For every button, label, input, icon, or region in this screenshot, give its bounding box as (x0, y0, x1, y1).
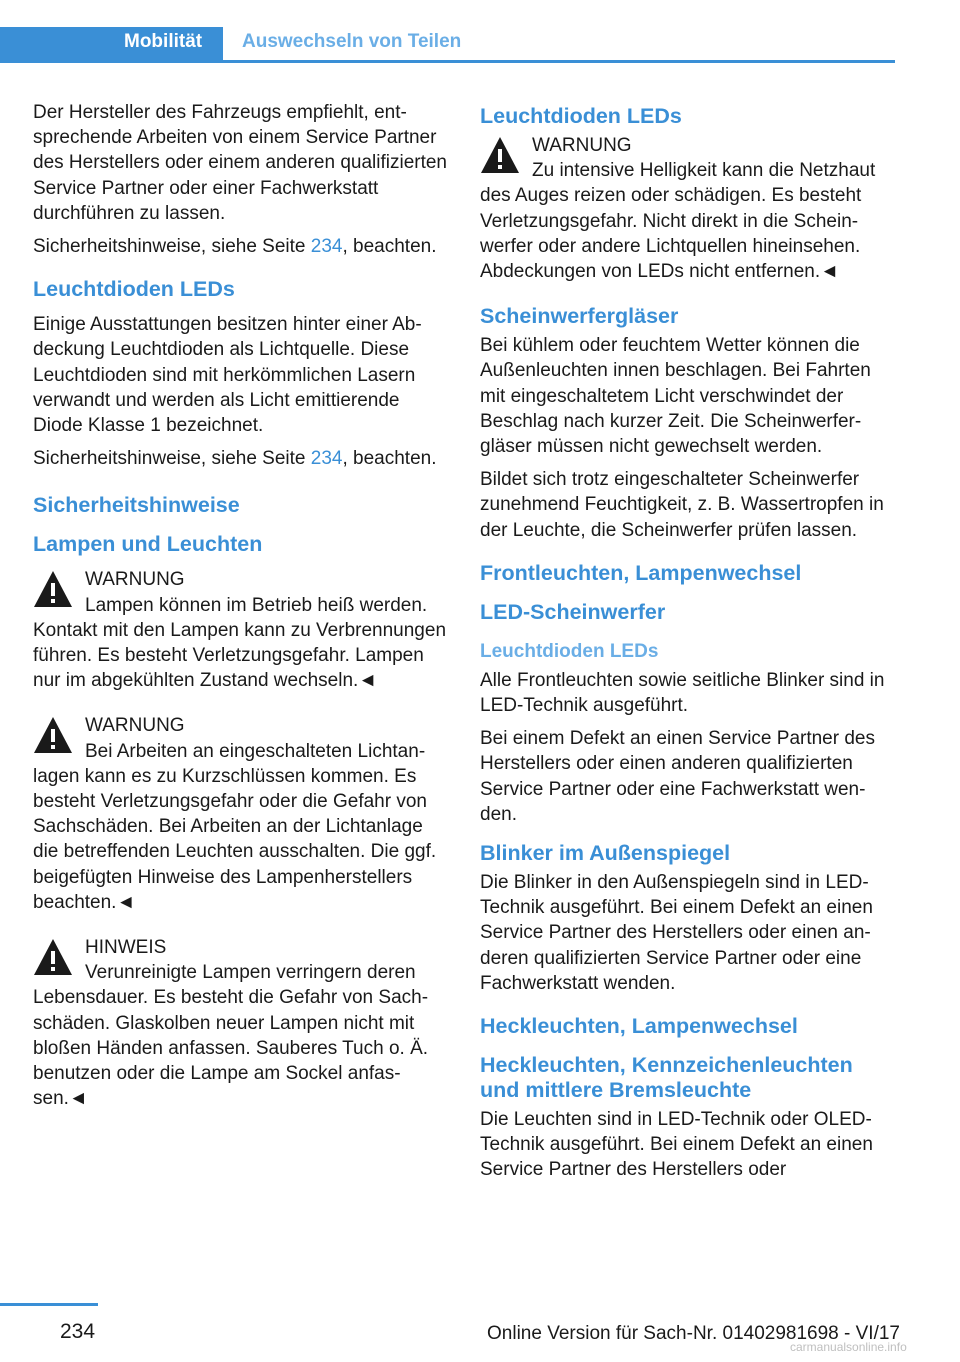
warning-triangle-icon (33, 937, 73, 977)
warning-triangle-icon (33, 715, 73, 755)
left-column (33, 100, 448, 1132)
page-link-234[interactable]: 234 (310, 448, 343, 470)
notice-block (33, 935, 448, 1111)
heading-safety: Sicherheitshinweise (33, 493, 240, 518)
heading-leds-front: Leuchtdioden LEDs (480, 640, 659, 662)
heading-glass: Scheinwerfergläser (480, 304, 679, 329)
warning-triangle-icon (33, 569, 73, 609)
glass-paragraph-1: Bei kühlem oder feuchtem Wetter können die Außenleuchten innen beschlagen. Bei Fahrten mit eingeschaltetem Licht verschwindet der Beschlag nach kurzer Zeit. Die Scheinwerfergläser müssen nicht gewechselt werden. (480, 335, 871, 458)
warning-text: Bei Arbeiten an eingeschalteten Lichtanlagen kann es zu Kurzschlüssen kommen. Es besteht Verletzungsgefahr oder die Gefahr von Sachschäden. Bei Arbeiten an der Lichtanlage die betreffenden Leuchten ausschalten. Die ggf. beigefügten Hinweise des Lampenherstellers beachten.◄ (33, 740, 437, 913)
page-number: 234 (60, 1320, 96, 1343)
glass-paragraph-2: Bildet sich trotz eingeschalteter Scheinwerfer zunehmend Feuchtigkeit, z. B. Wassertropfen in der Leuchte, die Scheinwerfer prüfen lassen. (480, 469, 884, 541)
warning-label: WARNUNG (85, 715, 185, 737)
safety-reference-2: Sicherheitshinweise, siehe Seite 234, beachten. (33, 448, 437, 470)
right-column (480, 100, 895, 1191)
heading-front: Frontleuchten, Lampenwechsel (480, 560, 802, 585)
intro-paragraph: Der Hersteller des Fahrzeugs empfiehlt, entsprechende Arbeiten von einem Service Partner des Herstellers oder einem anderen qualifizierten Service Partner oder einer Fachwerkstatt durchführen zu lassen. (33, 102, 448, 224)
footer-divider (0, 1303, 98, 1306)
online-version-note: Online Version für Sach-Nr. 01402981698 - VI/17 (487, 1323, 900, 1344)
tab-mobilitaet[interactable] (0, 27, 223, 60)
tab-auswechseln[interactable]: Auswechseln von Teilen (242, 31, 462, 52)
header-divider (0, 60, 895, 63)
front-paragraph-2: Bei einem Defekt an einen Service Partner des Herstellers oder einen anderen qualifizierten Service Partner oder eine Fachwerkstatt wenden. (480, 728, 875, 825)
heading-rear-lights: Heckleuchten, Kennzeichenleuchten und mittlere Bremsleuchte (480, 1053, 853, 1103)
warning-label: WARNUNG (85, 569, 185, 591)
warning-label: WARNUNG (532, 135, 632, 156)
heading-leds-right: Leuchtdioden LEDs (480, 104, 682, 128)
heading-lamps: Lampen und Leuchten (33, 532, 263, 557)
heading-led-headlights: LED-Scheinwerfer (480, 599, 666, 624)
rear-paragraph: Die Leuchten sind in LED-Technik oder OLED-Technik ausgeführt. Bei einem Defekt an einen Service Partner des Herstellers oder (480, 1109, 873, 1181)
heading-mirror: Blinker im Außenspiegel (480, 841, 731, 866)
tab-mobilitaet-label: Mobilität (124, 31, 203, 52)
warning-triangle-icon (480, 135, 520, 175)
warning-block-2 (33, 713, 448, 915)
warning-block-1 (33, 567, 448, 693)
heading-rear: Heckleuchten, Lampenwechsel (480, 1014, 798, 1039)
warning-block-3 (480, 133, 895, 284)
mirror-paragraph: Die Blinker in den Außenspiegeln sind in LED-Technik ausgeführt. Bei einem Defekt an einen Service Partner des Herstellers oder einen anderen qualifizierten Service Partner oder eine Fachwerkstatt wenden. (480, 872, 873, 994)
front-paragraph-1: Alle Frontleuchten sowie seitliche Blinker sind in LED-Technik ausgeführt. (480, 669, 885, 717)
notice-text: Verunreinigte Lampen verringern deren Lebensdauer. Es besteht die Gefahr von Sachschäden. Glaskolben neuer Lampen nicht mit bloßen Händen anfassen. Sauberes Tuch o. Ä. benutzen oder die Lampe am Sockel anfassen.◄ (33, 962, 429, 1110)
page-link-234[interactable]: 234 (310, 236, 343, 258)
warning-text: Zu intensive Helligkeit kann die Netzhaut des Auges reizen oder schädigen. Es besteht Verletzungsgefahr. Nicht direkt in die Scheinwerfer oder andere Lichtquellen hineinsehen. Abdeckungen von LEDs nicht entfernen.◄ (480, 160, 876, 283)
heading-leds: Leuchtdioden LEDs (33, 277, 235, 302)
notice-label: HINWEIS (85, 937, 167, 959)
safety-reference-1: Sicherheitshinweise, siehe Seite 234, beachten. (33, 236, 437, 258)
leds-paragraph: Einige Ausstattungen besitzen hinter einer Abdeckung Leuchtdioden als Lichtquelle. Diese Leuchtdioden sind mit herkömmlichen Lasern verwandt und werden als Licht emittierende Diode Klasse 1 bezeichnet. (33, 314, 422, 437)
page-header (0, 27, 895, 63)
watermark: carmanualsonline.info (790, 1340, 907, 1354)
warning-text: Lampen können im Betrieb heiß werden. Kontakt mit den Lampen kann zu Verbrennungen führen. Es besteht Verletzungsgefahr. Lampen nur im abgekühlten Zustand wechseln.◄ (33, 594, 447, 692)
